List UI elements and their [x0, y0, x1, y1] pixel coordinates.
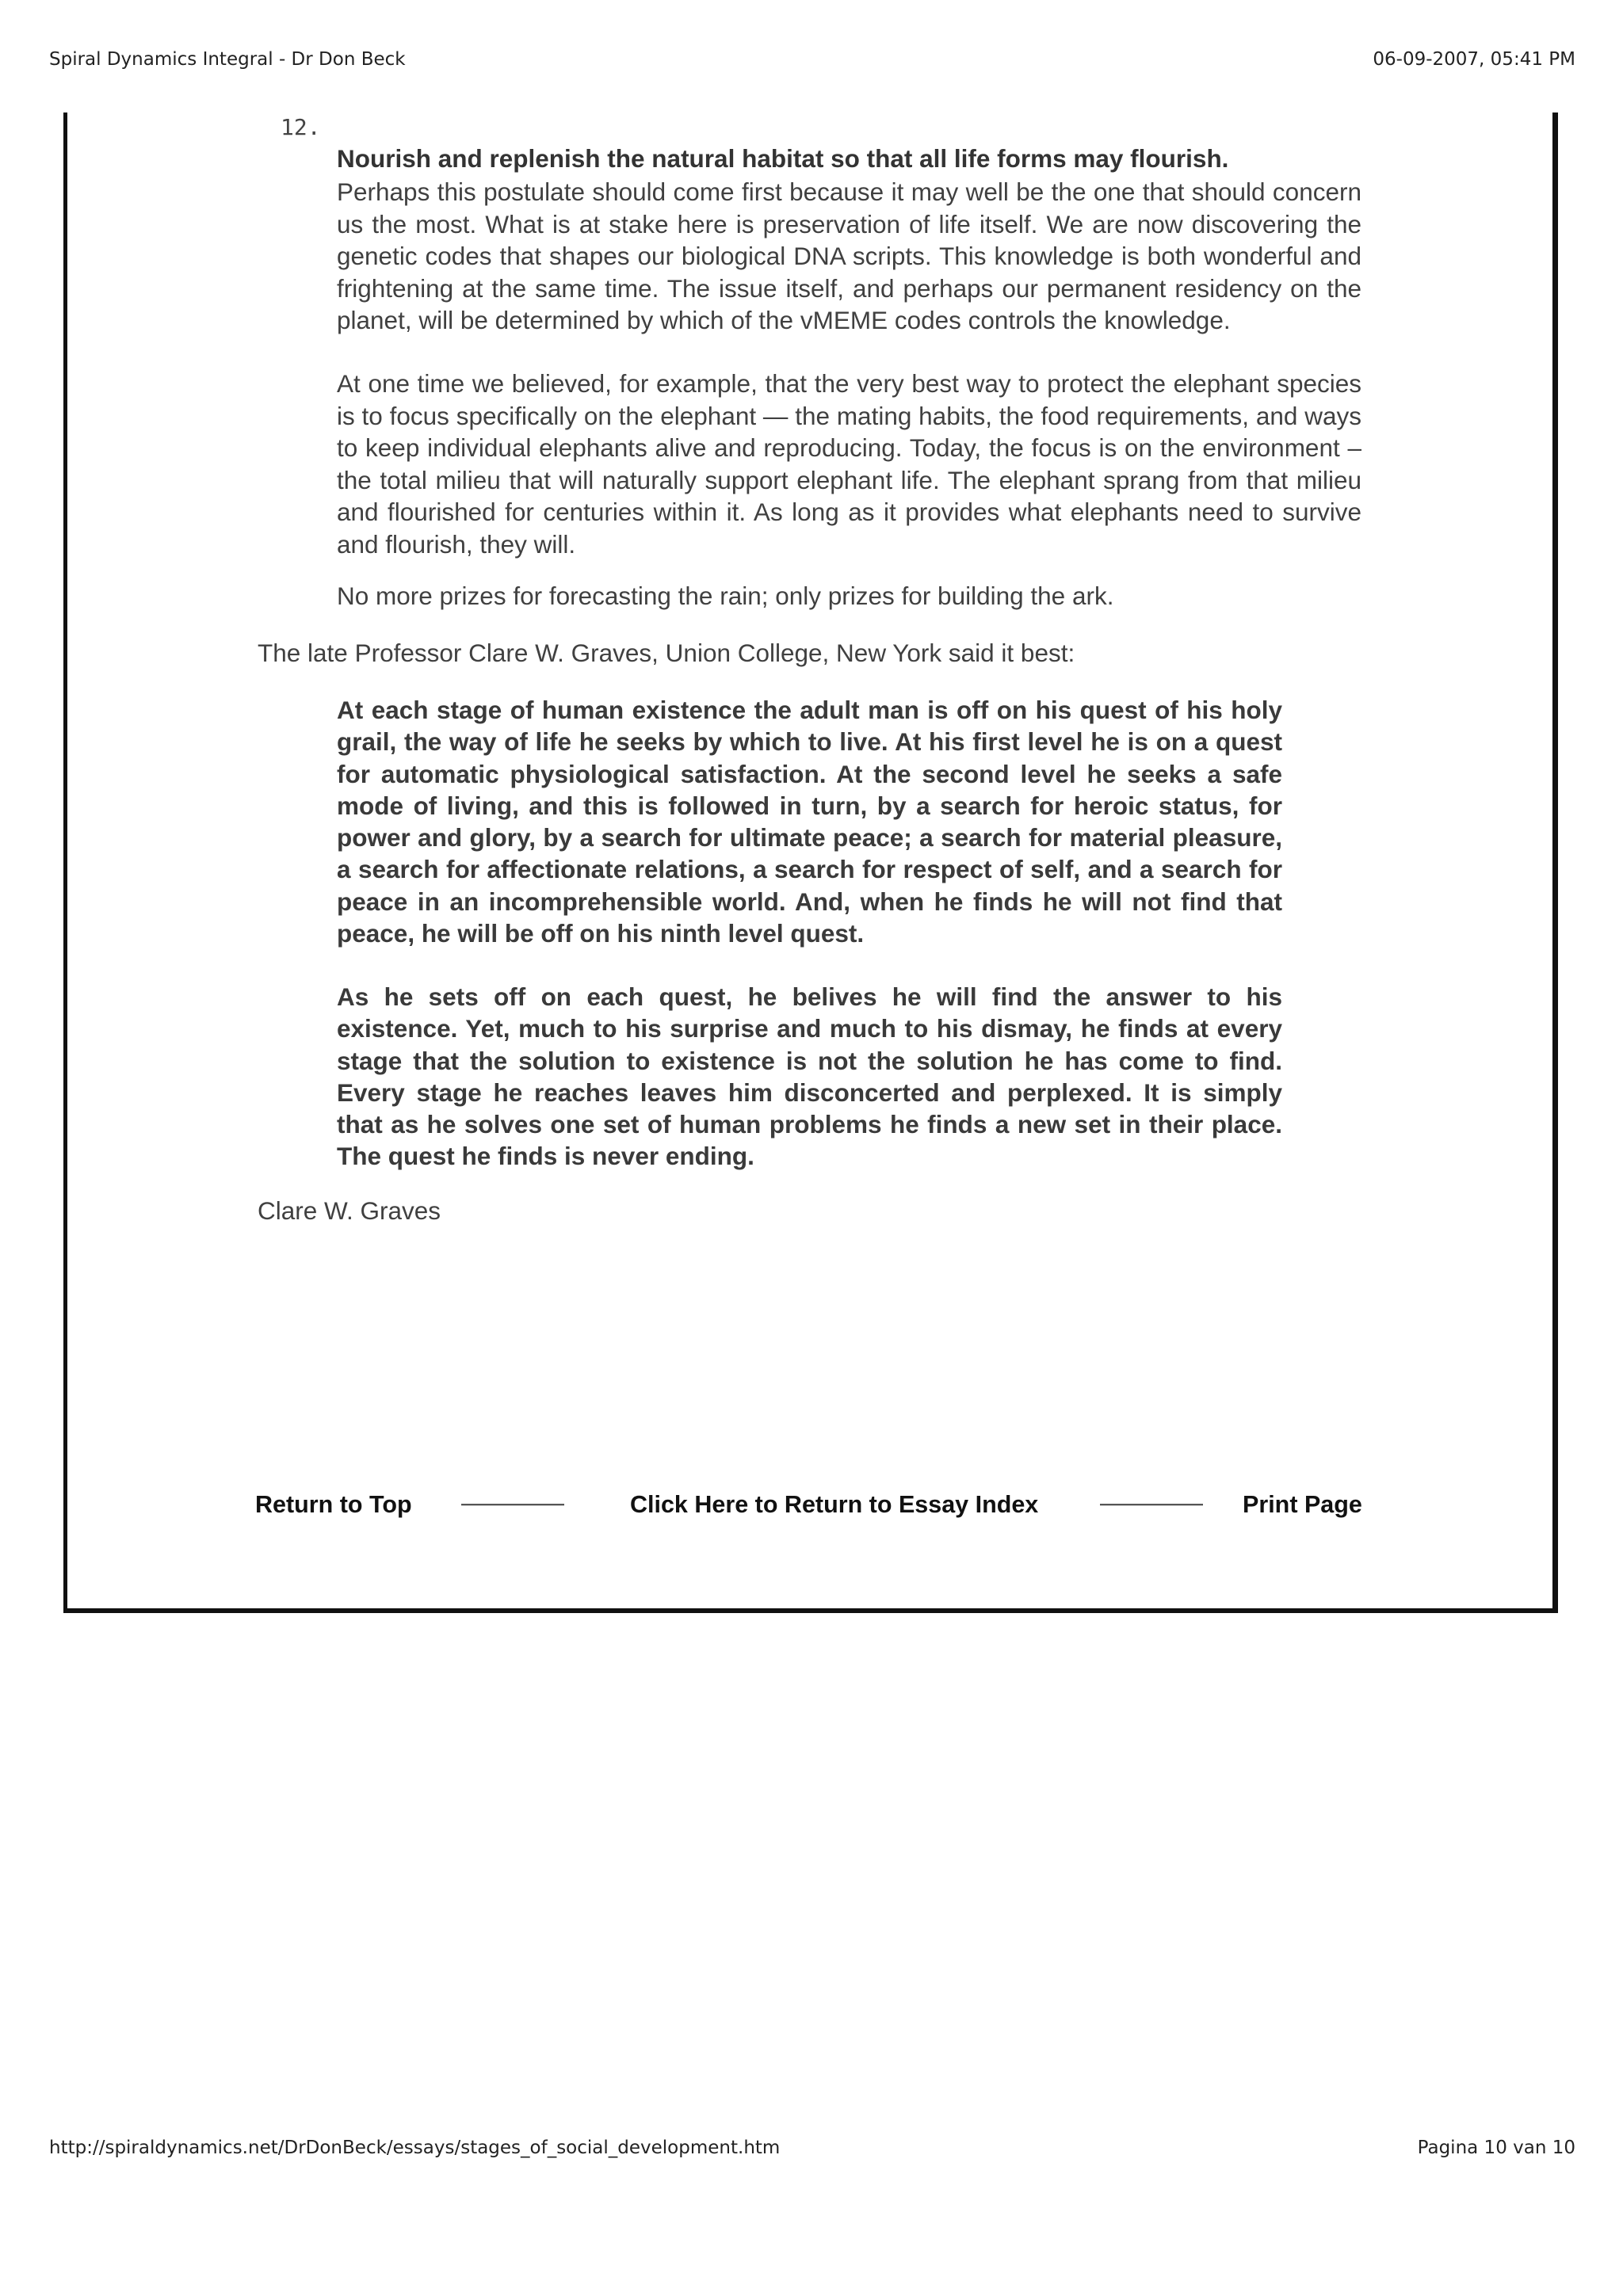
signature: Clare W. Graves: [258, 1196, 441, 1225]
print-footer-page: Pagina 10 van 10: [1417, 2138, 1575, 2158]
print-header-title: Spiral Dynamics Integral - Dr Don Beck: [49, 49, 406, 70]
postulate-heading: Nourish and replenish the natural habitat so that all life forms may flourish.: [337, 144, 1229, 173]
block-quote-2: As he sets off on each quest, he belives he will find the answer to his existence. Yet, much to his surprise and much to his dismay, he finds at every stage that the solution to existence is not the solution he has come to find. Every stage he reaches leaves him disconcerted and perplexed. It is simply that as he solves one set of human problems he finds a new set in their place. The quest he finds is never ending.: [337, 982, 1282, 1171]
print-header-datetime: 06-09-2007, 05:41 PM: [1373, 49, 1575, 70]
print-footer: [49, 2138, 1575, 2158]
paragraph-1: Perhaps this postulate should come first because it may well be the one that should concern us the most. What is at stake here is preservation of life itself. We are now discovering the genetic codes that shapes our biological DNA scripts. This knowledge is both wonderful and frightening at the same time. The issue itself, and perhaps our permanent residency on the planet, will be determined by which of the vMEME codes controls the knowledge.: [337, 177, 1361, 334]
quote-intro: The late Professor Clare W. Graves, Union College, New York said it best:: [258, 639, 1075, 667]
list-number: 12.: [281, 114, 321, 140]
nav-separator: [461, 1504, 564, 1506]
return-to-top-link[interactable]: Return to Top: [255, 1491, 412, 1518]
paragraph-3: No more prizes for forecasting the rain; only prizes for building the ark.: [337, 582, 1114, 610]
paragraph-2: At one time we believed, for example, that the very best way to protect the elephant species is to focus specifically on the elephant — the mating habits, the food requirements, and ways to keep individual elephants alive and reproducing. Today, the focus is on the environment – the total milieu that will naturally support elephant life. The elephant sprang from that milieu and flourished for centuries within it. As long as it provides what elephants need to survive and flourish, they will.: [337, 369, 1361, 559]
print-header: [49, 49, 1575, 70]
print-footer-url: http://spiraldynamics.net/DrDonBeck/essays/stages_of_social_development.htm: [49, 2138, 781, 2158]
nav-separator: [1100, 1504, 1203, 1506]
essay-index-link[interactable]: Click Here to Return to Essay Index: [630, 1491, 1039, 1518]
print-page-link[interactable]: Print Page: [1243, 1491, 1362, 1518]
block-quote-1: At each stage of human existence the adult man is off on his quest of his holy grail, the way of life he seeks by which to live. At his first level he is on a quest for automatic physiological satisfaction. At the second level he seeks a safe mode of living, and this is followed in turn, by a search for heroic status, for power and glory, by a search for ultimate peace; a search for material pleasure, a search for affectionate relations, a search for respect of self, and a search for peace in an incomprehensible world. And, when he finds he will not find that peace, he will be off on his ninth level quest.: [337, 696, 1282, 948]
